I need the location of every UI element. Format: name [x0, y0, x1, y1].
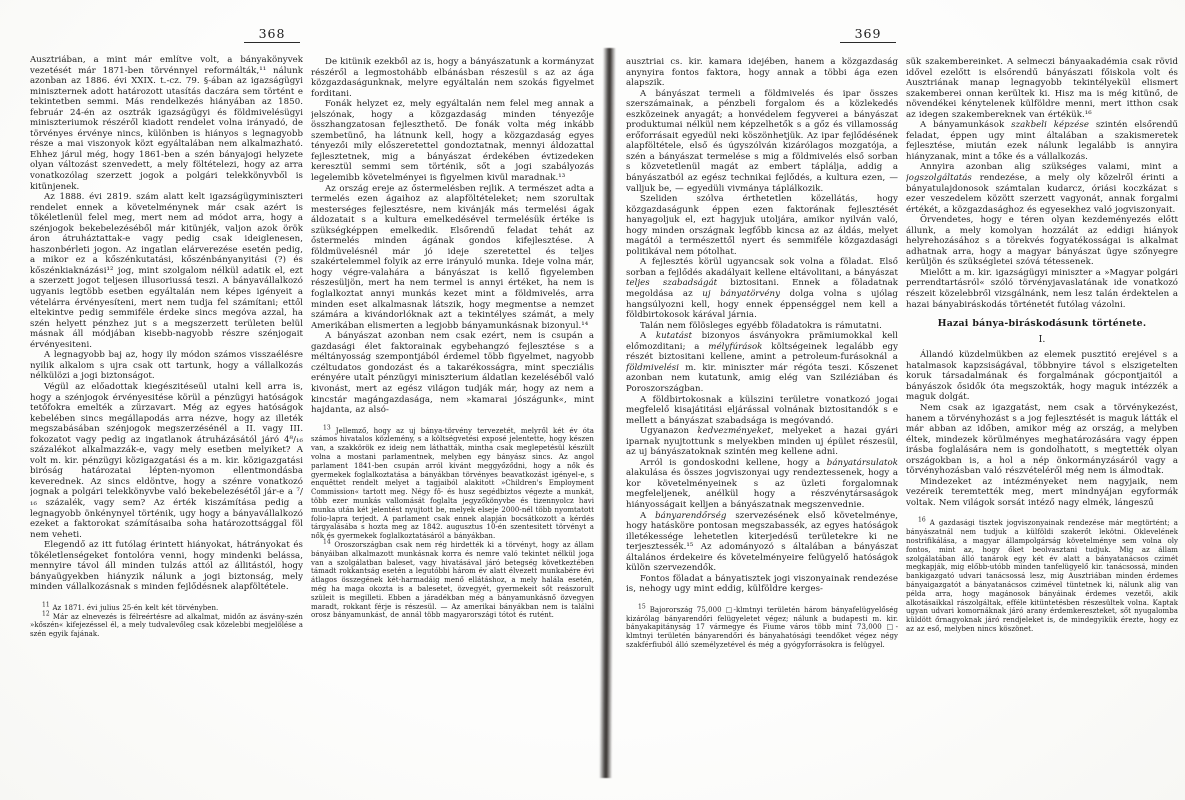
- body-text: [30, 55, 303, 593]
- footnote: $^{14}$ Oroszországban csak nem rég hirdették ki a törvényt, hogy az állam bányáiban alkalmazott munkásnak korra és nemre való tekintet nélkül joga van a szolgálatban baleset, vagy hivatásával járó betegség következtében támadt rokkantság esetén a legutóbbi három év alatt élvezett munkabére évi átlagos összegének két-harmadáig menő ellátáshoz, a mely halála esetén, még ha maga okozta is a balesetet, özvegyét, gyermekeit sőt reászorult szüleit is megilleti. Ebben a járadékban még a bányamunkásnő özvegyen maradt, rokkant férje is részesül. — Az amerikai bányákban nem is találni orosz bányamunkást, de annál több magyarországi tótot és rutént.: [311, 538, 594, 620]
- right-page-column-1: [626, 57, 898, 650]
- paragraph: ausztriai cs. kir. kamara idejében, hanem a közgazdaság anynyira fontos faktora, hogy annak a többi ága ezen alapszik.: [626, 57, 898, 89]
- paragraph: Ausztriában, a mint már említve volt, a bányakönyvek vezetését már 1871-ben törvénnyel reformálták,¹¹ nálunk azonban az 1886. évi XXIX. t.-cz. 79. §-ában az igazságügyi miniszternek adott határozott utasítás daczára sem történt e tekintetben semmi. Más rendelkezés hiányában az 1850. február 24-én az osztrák igazságügyi és földmivelésügyi miniszteriumok részéről kiadott rendelet volna irányadó, de törvényes érvénye nincs, különben is hiányos s legnagyobb része a mai viszonyok közt egyáltalában nem alkalmazható. Ehhez járul még, hogy 1861-ben a szén bányajogi helyzete olyan változást szenvedett, a mely föltételezi, hogy az arra vonatkozólag szerzett jogok a polgári telekkönyvből is kitünjenek.: [30, 55, 303, 192]
- paragraph: Az 1888. évi 2819. szám alatt kelt igazságügyminiszteri rendelet ennek a követelménynek már csak azért is tökéletlenül felel meg, mert nem ad módot arra, hogy a szénjogok bekebelezéséből már kitünjék, valjon azok örök áron átruháztattak-e vagy pedig csak ideiglenesen, haszonbérleti jogon. Az ingatlan elárverezése esetén pedig, a mikor ez a kőszénkutatási, kőszénbányanyitási (?) és kőszénkiaknázási¹² jog, mint szolgalom nélkül adatik el, ezt a szerzett jogot teljesen illusoriussá teszi. A bányavállalkozó ugyanis legtöbb esetben egyáltalán nem képes igényeit a vételárra érvényesíteni, mert nem tudja fel számítani; ettől eltekintve pedig semmiféle érdeke sincs megóva azzal, ha szén helyett pénzhez jut s a megszerzett területen belül másnak áll módjában kisebb-nagyobb részre szénjogait érvényesiteni.: [30, 192, 303, 350]
- left-page-column-2: [311, 57, 594, 620]
- paragraph: A legnagyobb baj az, hogy ily módon számos visszaélésre nyilik alkalom s ujra csak ott tartunk, hogy a vállalkozás nélkülözi a jogi biztonságot.: [30, 350, 303, 382]
- right-page-column-2: [906, 57, 1178, 634]
- left-page-column-1: [30, 55, 303, 639]
- footnote-number: 12: [42, 610, 50, 618]
- paragraph: sük szakembereinket. A selmeczi bányaakadémia csak rövid idővel ezelőtt is elsőrendű bányászati főiskola volt és Ausztriának manap legnagyobb tekintélyekül elismert szakemberei onnan kerültek ki. Hisz ma is még kitünő, de növendékei kénytelenek külföldre menni, mert itthon csak az idegen szakembereknek van értékük.¹⁶: [906, 57, 1178, 120]
- paragraph: Végül az előadottak kiegészitéseül utalni kell arra is, hogy a szénjogok érvényesitése körül a pénzügyi hatóságok tetőfokra emelték a zürzavart. Még az egyes hatóságok kebelében sincs megállapodás arra nézve, hogy az illeték megszabásában szénjogok megszerzésénél a II. vagy III. fokozatot vagy pedig az ingatlanok átruházásától járó 4⁸/₁₆ százalékot alkalmazzák-e, vagy mely esetben melyiket? A volt m. kir. pénzügyi közigazgatási és a m. kir. közigazgatási biróság határozatai lépten-nyomon ellentmondásba keverednek. Az sincs eldöntve, hogy a szénre vonatkozó jognak a polgári telekkönyvbe való bekebelezésétől jár-e a ⁷/₁₆ százalék, vagy sem? Az érték kiszámítása pedig a legnagyobb önkénynyel történik, ugy hogy a bányavállalkozó ezeket a faktorokat számításaiba soha határozottsággal föl nem veheti.: [30, 381, 303, 540]
- footnote: $^{11}$ Az 1871. évi julius 25-én kelt két törvényben.: [42, 601, 219, 612]
- footnote-block: [30, 601, 303, 639]
- footnote: $^{16}$ A gazdasági tisztek jogviszonyainak rendezése már megtörtént; a bányászatnál nem tudjuk a külföldi szakerőt lekötni. Oklevelének nostrifikálása, a magyar állampolgárság követelménye sem volna oly fontos, mint az, hogy őket beolvasztani tudjuk. Mig az állam szolgálatában álló tanárok egy két év alatt a bányatanácsos czimét megkapják, mig előbb-utóbb minden tanfelügyelő kir. tanácsossá, minden bankigazgató udvari tanácsossá lesz, mig Ausztriában minden érdemes bányaigazgatót a bányatanácsos czimével tüntetnek ki, nálunk alig van példa arra, hogy magánosok bányáinak érdemes vezetői, akik alkotásaikkal rászolgáltak, efféle kitüntetésben részesültek volna. Kaptak ugyan udvari komornáknak járó arany érdemkereszteket, sőt nyugalomba küldött őrnagyoknak járó rendjeleket is, de mindegyikük érezte, hogy ez az az eső, melyben nincs köszönet.: [906, 517, 1178, 633]
- paragraph: Talán nem fölösleges egyébb föladatokra is rámutatni.: [640, 320, 882, 331]
- footnote-number: 14: [323, 538, 331, 546]
- paragraph: A bányászat azonban nem csak ezért, nem is csupán a gazdasági élet faktorainak egybehangzó fejlesztése s a méltányosság szempontjából érdemel több figyelmet, nagyobb czéltudatos gondozást és a takarékosságra, mint specziális erényére utalt pénzügyi miniszterium áldatlan kezeléséből való kivonást, mert az egész világon tudják már, hogy az nem a kincstár magángazdasága, nem »kamarai jószágunk«, mint hajdanta, az alsó-: [311, 331, 594, 416]
- footnote: $^{15}$ Bajorország 75,000 □-klmtnyi területén három bányafelügyelőség kizárólag bányarendőri felügyeletet végez; nálunk a budapesti m. kir. bányakapitányság 17 vármegye és Fiume város több mint 73,000 □-klmtnyi területén bányarendőri és bányahatósági teendőket végez négy szakférfiuból álló személyzetével és még a gyógyforrásokra is felügyel.: [626, 603, 898, 650]
- page-gutter-shadow: [599, 48, 616, 778]
- paragraph: Fontos föladat a bányatisztek jogi viszonyainak rendezése is, nehogy ugy mint eddig, külföldre kerges-: [626, 573, 898, 595]
- body-text: [311, 57, 594, 416]
- footnote: $^{13}$ Jellemző, hogy az uj bánya-törvény tervezetét, melyről két év óta számos hivatalos közlemény, s a költségvetési exposé jelentette, hogy készen van, a szakkörök ez ideig nem láthatták, mintha csak meglepetésül készült volna a mostani parlamentnek, melyben egy bányász sincs. Az angol parlament 1841-ben csupán arról kivánt meggyőződni, hogy a nők és gyermekek foglalkoztatása a bányákban törvényes beavatkozást igényel-e, s enquêttet rendelt melyet a tagjaiból alakitott »Children's Employment Commission« tartott meg. Négy fő- és husz segédbiztos végezte a munkát, több ezer munkás vallomását foglalta jegyzőkönyvbe és tizennyolcz havi munka után két jelentést nyujtott be, melyek elseje 2000-nél több nyomtatott folio-lapra terjedt. A parlament csak ennek alapján bocsátkozott a kérdés tárgyalásába s hozta meg az 1842. augusztus 10-én szentesitett törvényt a nők és gyermekek foglalkoztatásáról a bányákban.: [311, 424, 594, 541]
- section-heading: Hazai bánya-biráskodásunk története.: [937, 318, 1147, 330]
- paragraph: Szeliden szólva érthetetlen közellátás, hogy közgazdaságunk éppen ezen faktorának fejlesztését hanyagoljuk el, ezt hagyjuk utoljára, amikor nyilván való, hogy minden országnak legfőbb kincsa az az áldás, melyet magától a természettől nyert és semmiféle közgazdasági politikával nem pótolhat.: [626, 194, 898, 257]
- paragraph: Örvendetes, hogy e téren olyan kezdeményezés előtt állunk, a mely komolyan hozzálát az eddigi hiányok helyrehozásához s a törekvés fogyatékosságai is alkalmat adhatnak arra, hogy a magyar bányászat ügye szőnyegre kerüljön és szükségletei szóvá tétessenek.: [906, 215, 1178, 268]
- body-text: [906, 350, 1178, 508]
- footnote-number: 16: [918, 517, 926, 525]
- paragraph: Annyira azonban alig szükséges valami, mint a jogszolgáltatás rendezése, a mely oly közelről érinti a bányatulajdonosok számtalan kudarcz, óriási koczkázat s ezer veszedelem között szerzett vagyonát, annak forgalmi értékét, a közgazdasághoz és egyesekhez való jogviszonyait.: [906, 162, 1178, 215]
- footnote-block: [906, 519, 1178, 633]
- paragraph: Ugyanazon kedvezményeket, melyeket a hazai gyári iparnak nyujtottunk s melyekben minden uj épület részesül, az uj bányászatoknak szintén meg kellene adni.: [626, 426, 898, 458]
- footnote-block: [626, 603, 898, 650]
- paragraph: A fejlesztés körül ugyancsak sok volna a föladat. Első sorban a fejlődés akadályait kellene eltávolitani, a bányászat teljes szabadságát biztositani. Ennek a föladatnak megoldása az uj bányatörvény dolga volna s ujólag hangsúlyozni kell, hogy ennek éppenséggel nem kell a földbirtokosok kárával járnia.: [626, 257, 898, 321]
- paragraph: A kutatást bizonyos ásványokra prämiumokkal kell előmozditani; a mélyfúrások költségeinek legalább egy részét biztositani kellene, amint a petroleum-furásoknál a földmivelési m. kir. miniszter már régóta teszi. Kőszenet azonban nem kutatunk, amig elég van Sziléziában és Poroszországban.: [626, 331, 898, 394]
- paragraph: Nem csak az igazgatást, nem csak a törvénykezést, hanem a törvényhozást s a jog fejlesztését is maguk látták el már abban az időben, amikor még az ország, a melyben éltek, mindezek körülményes meghatározására vagy éppen irásba foglalására nem is gondolhatott, s megtették olyan országokban is, a hol a nép önkormányzásáról vagy a törvényhozásban való részvételéről még nem is álmodtak.: [906, 402, 1178, 477]
- paragraph: A bányamunkások szakbeli képzése szintén elsőrendű feladat, éppen ugy mint általában a szakismeretek fejlesztése, miután ezek nálunk legalább is annyira hiányzanak, mint a tőke és a vállalkozás.: [906, 120, 1178, 162]
- section-numeral: I.: [1038, 333, 1046, 345]
- footnote-number: 11: [42, 601, 50, 609]
- body-text: [626, 57, 898, 595]
- paragraph: De kitünik ezekből az is, hogy a bányászatunk a kormányzat részéről a legmostohább elbánásban részesül s az az ága közgazdaságunknak, melyre egyáltalán nem szokás figyelmet forditani.: [311, 57, 594, 99]
- paragraph: Fonák helyzet ez, mely egyáltalán nem felel meg annak a jelszónak, hogy a közgazdaság minden tényezője összhangzatosan fejleszthető. De fonák volta még inkább szembetünő, ha látnunk kell, hogy a közgazdaság egyes tényezői mily előszeretettel gondoztatnak, mennyi áldozattal fejlesztetnek, mig a bányászat érdekében évtizedeken keresztül semmi sem történik, sőt a jogi szabályozás legelemibb követelményei is figyelmen kivül maradnak.¹³: [311, 99, 594, 184]
- paragraph: Elegendő az itt futólag érintett hiányokat, hátrányokat és tökéletlenségeket fontolóra venni, hogy mindenki belássa, mennyire távol áll minden tulzás attól az állitástól, hogy bányaügyekben hiányzik nálunk a jogi biztonság, mely minden vállalkozásnak s minden fejlődésnek alapföltétele.: [30, 540, 303, 593]
- footnote: $^{12}$ Már az elnevezés is félreértésre ad alkalmat, midőn az ásvány-szén »kőszén« kifejezéssel él, a mely tudvalevőleg csak közelebbi megjelölése a szén egyik fajának.: [30, 610, 303, 639]
- paragraph: Mielőtt a m. kir. igazságügyi miniszter a »Magyar polgári perrendtartásról« szóló törvényjavaslatának ide vonatkozó részeit közelebbről vizsgálnánk, nem lesz talán érdektelen a hazai bányabiráskodás történetét futólag vázolni.: [906, 267, 1178, 310]
- paragraph: Állandó küzdelmükben az elemek pusztitó erejével s a hatalmasok kapzsiságával, többnyire távol s elszigetelten koruk társadalmának és forgalmának gócpontjaitól a bányászok ősidők óta megszokták, hogy maguk intézzék a maguk dolgát.: [906, 350, 1178, 403]
- footnote-block: [311, 424, 594, 621]
- paragraph: A bányarendőrség szervezésének első követelménye, hogy hatásköre pontosan megszabassék, az egyes hatóságok illetékessége lehetetlen kiterjedésű területekre ki ne terjesztessék.¹⁵ Az adományozó s általában a bányászat általános érdekeire és követelményeire felügyelő hatóságok külön szervezendők.: [626, 510, 898, 574]
- body-text: [906, 57, 1178, 310]
- footnote-number: 13: [323, 424, 331, 432]
- page-number-right: 369: [840, 26, 896, 43]
- paragraph: Az ország ereje az őstermelésben rejlik. A természet adta a termelés ezen ágaihoz az alapföltételeket; nem szorultak mesterséges fejlesztésre, nem kivánják más termelési ágak áldozatait s a kultura emelkedésével termelésük értéke is szükségképpen emelkedik. Elsőrendű feladat tehát az őstermelés minden ágának gondos kifejlesztése. A földmüvelésnél már jó ideje szeretettel és teljes szakértelemmel folyik az erre irányuló munka. Ideje volna már, hogy végre-valahára a bányászat is kellő figyelemben részesüljön, mert ha nem termel is annyi értéket, ha nem is foglalkoztat annyi munkás kezet mint a földmivelés, arra minden eset alkalmasnak látszik, hogy megmentse a nemzet számára a kivándorlóknak azt a tekintélyes számát, a mely Amerikában elismerten a legjobb bányamunkásnak bizonyul.¹⁴: [311, 183, 594, 331]
- paragraph: Arról is gondoskodni kellene, hogy a bányatársulatok alakulása és összes jogviszonyai ugy rendeztessenek, hogy a kor követelményeinek s az üzleti forgalomnak megfeleljenek, anélkül hogy a részvénytársaságok hiányosságait kelljen a bányászatnak megszenvednie.: [626, 457, 898, 510]
- paragraph: Mindezeket az intézményeket nem nagyjaik, nem vezéreik teremtették meg, mert mindnyájan egyformák voltak. Nem világok sorsát intéző nagy elmék, lángeszű: [906, 476, 1178, 508]
- paragraph: A földbirtokosnak a külszini területre vonatkozó jogai megfelelő kisajátitási eljárással volnának biztositandók s e mellett a bányászat szabadsága is megóvandó.: [626, 394, 898, 426]
- paragraph: A bányászat termeli a földmivelés és ipar összes szerszámainak, a pénzbeli forgalom és a közlekedés eszközeinek anyagát; a honvédelem fegyverei a bányászat produktumai nélkül nem képzelhetők s a gőz és villamosság erőforrásait egyedül neki köszönhetjük. Az ipar fejlődésének alapföltétele, első és úgyszólván kizárólagos mozgatója, a szén a bányászat termelése s mig a földmivelés első sorban s közvetetlenül magát az embert táplálja, addig a bányászatból az egész technikai fejlődés, a kultura ezen, — valljuk be, — egyedüli vivmánya táplálkozik.: [626, 88, 898, 194]
- page-number-left: 368: [244, 26, 300, 43]
- footnote-number: 15: [638, 603, 646, 611]
